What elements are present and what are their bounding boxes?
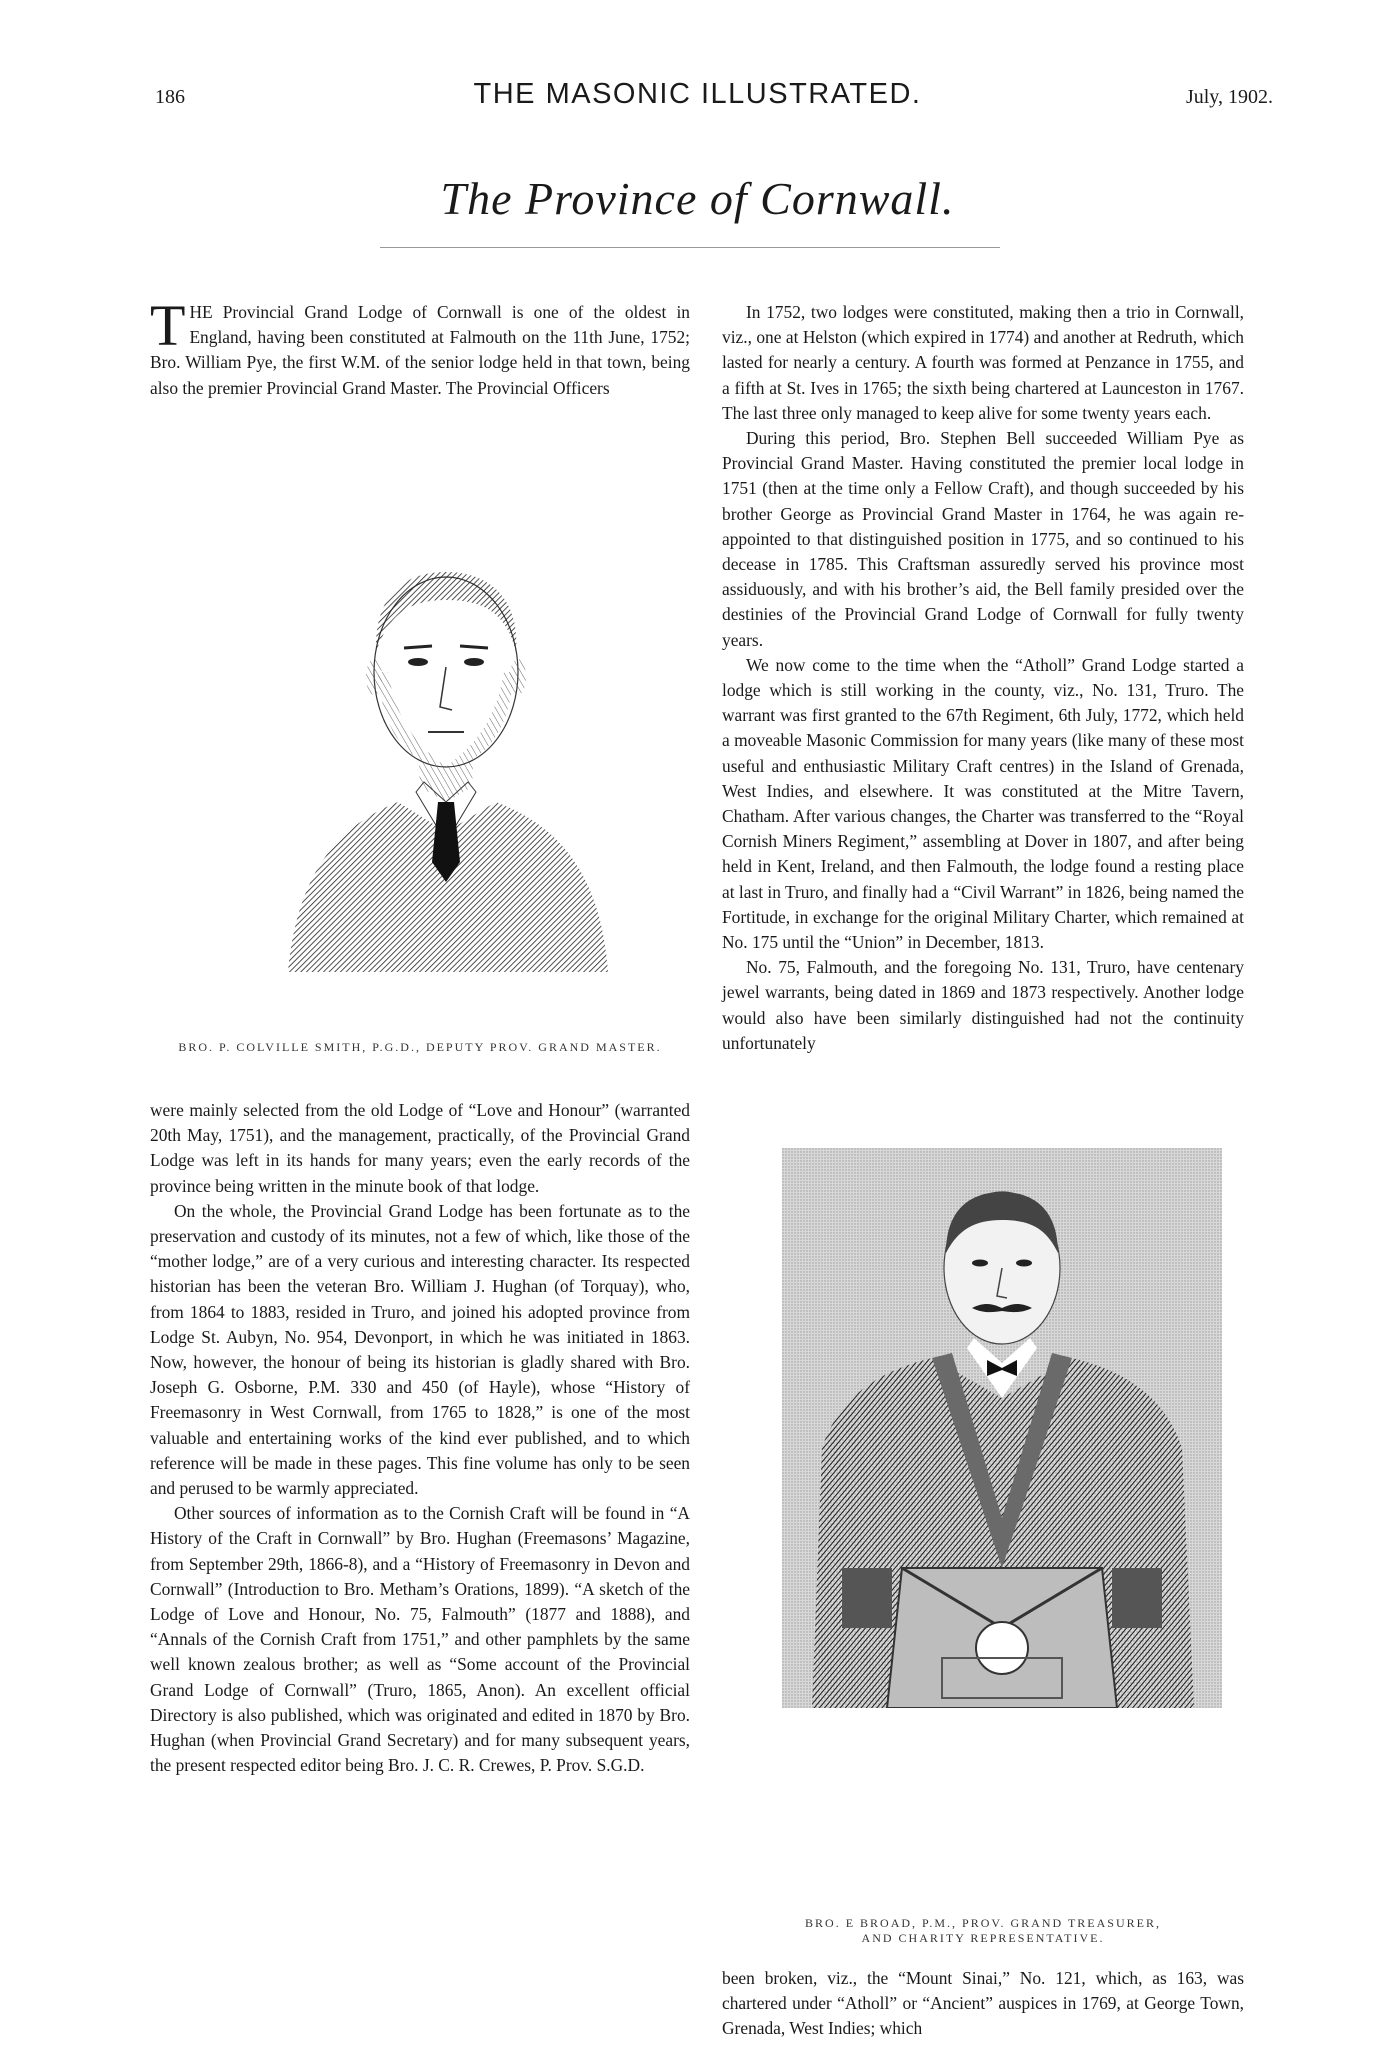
caption-line: BRO. E BROAD, P.M., PROV. GRAND TREASURER, xyxy=(805,1916,1161,1930)
paragraph: In 1752, two lodges were constituted, making then a trio in Cornwall, viz., one at Helston (which expired in 1774) and another at Redruth, which lasted for nearly a century. A fourth was formed at Penzance in 1755, and a fifth at St. Ives in 1765; the sixth being chartered at Launceston in 1767. The last three only managed to keep alive for some twenty years each. xyxy=(722,302,1244,423)
portrait-engraving xyxy=(278,502,616,972)
paragraph: No. 75, Falmouth, and the foregoing No. 131, Truro, have centenary jewel warrants, being dated in 1869 and 1873 respectively. Another lodge would also have been similarly distinguished had not the continuity unfortunately xyxy=(722,957,1244,1053)
page-header xyxy=(0,78,1395,118)
portrait-caption xyxy=(722,1916,1244,1946)
portrait-photograph xyxy=(782,1148,1222,1708)
column-right-top xyxy=(722,300,1244,1056)
article-title: The Province of Cornwall. xyxy=(440,173,955,224)
drop-cap: T xyxy=(150,293,186,358)
paragraph-text: HE Provincial Grand Lodge of Cornwall is one of the oldest in England, having been constituted at Falmouth on the 11th June, 1752; Bro. William Pye, the first W.M. of the senior lodge held in that town, being also the premier Provincial Grand Master. The Provincial Officers xyxy=(150,302,690,398)
paragraph: During this period, Bro. Stephen Bell succeeded William Pye as Provincial Grand Master. Having constituted the premier local lodge in 1751 (then at the time only a Fellow Craft), and though succeeded by his brother George as Provincial Grand Master in 1764, he was again re-appointed to that distinguished position in 1775, and so continued to his decease in 1785. This Craftsman assuredly served his province most assiduously, and with his brother’s aid, the Bell family presided over the destinies of the Provincial Grand Lodge of Cornwall for fully twenty years. xyxy=(722,428,1244,650)
paragraph: were mainly selected from the old Lodge of “Love and Honour” (warranted 20th May, 1751), and the management, practically, of the Provincial Grand Lodge was left in its hands for many years; even the early records of the province being written in the minute book of that lodge. xyxy=(150,1100,690,1196)
paragraph: Other sources of information as to the Cornish Craft will be found in “A History of the Craft in Cornwall” by Bro. Hughan (Freemasons’ Magazine, from September 29th, 1866-8), and a “History of Freemasonry in Devon and Cornwall” (Introduction to Bro. Metham’s Orations, 1899). “A sketch of the Lodge of Love and Honour, No. 75, Falmouth” (1877 and 1888), and “Annals of the Cornish Craft from 1751,” and other pamphlets by the same well known zealous brother; as well as “Some account of the Provincial Grand Lodge of Cornwall” (Truro, 1865, Anon). An excellent official Directory is also published, which was originated and edited in 1870 by Bro. Hughan (when Provincial Grand Secretary) and for many subsequent years, the present respected editor being Bro. J. C. R. Crewes, P. Prov. S.G.D. xyxy=(150,1503,690,1776)
column-right-bottom xyxy=(722,1966,1244,2042)
portrait-photo-colville-smith xyxy=(278,502,616,972)
masthead: THE MASONIC ILLUSTRATED. xyxy=(473,78,922,110)
paragraph xyxy=(150,293,690,401)
portrait-photo-broad xyxy=(782,1148,1222,1708)
caption-line: AND CHARITY REPRESENTATIVE. xyxy=(861,1931,1105,1945)
column-left-top xyxy=(150,293,690,401)
issue-date: July, 1902. xyxy=(1185,86,1273,108)
title-rule xyxy=(380,247,1000,248)
paragraph: On the whole, the Provincial Grand Lodge has been fortunate as to the preservation and custody of its minutes, not a few of which, like those of the “mother lodge,” are of a very curious and interesting character. Its respected historian has been the veteran Bro. William J. Hughan (of Torquay), who, from 1864 to 1883, resided in Truro, and joined his adopted province from Lodge St. Aubyn, No. 954, Devonport, in which he was initiated in 1863. Now, however, the honour of being its historian is gladly shared with Bro. Joseph G. Osborne, P.M. 330 and 450 (of Hayle), whose “History of Freemasonry in West Cornwall, from 1765 to 1828,” is one of the most valuable and entertaining works of the kind ever published, and to which reference will be made in these pages. This fine volume has only to be seen and perused to be warmly appreciated. xyxy=(150,1200,690,1499)
column-left-bottom xyxy=(150,1098,690,1778)
paragraph: We now come to the time when the “Atholl” Grand Lodge started a lodge which is still working in the county, viz., No. 131, Truro. The warrant was first granted to the 67th Regiment, 6th July, 1772, which held a moveable Masonic Commission for many years (like many of these most useful and enthusiastic Military Craft centres) in the Island of Grenada, West Indies, and elsewhere. It was constituted at the Mitre Tavern, Chatham. After various changes, the Charter was transferred to the “Royal Cornish Miners Regiment,” assembling at Dover in 1807, and after being held in Kent, Ireland, and then Falmouth, the lodge found a resting place at last in Truro, and finally had a “Civil Warrant” in 1826, being named the Fortitude, in exchange for the original Military Charter, which remained at No. 175 until the “Union” in December, 1813. xyxy=(722,654,1244,953)
portrait-caption: BRO. P. COLVILLE SMITH, P.G.D., DEPUTY PROV. GRAND MASTER. xyxy=(178,1040,662,1054)
page-number: 186 xyxy=(155,86,185,108)
paragraph: been broken, viz., the “Mount Sinai,” No. 121, which, as 163, was chartered under “Atholl” or “Ancient” auspices in 1769, at George Town, Grenada, West Indies; which xyxy=(722,1968,1244,2039)
